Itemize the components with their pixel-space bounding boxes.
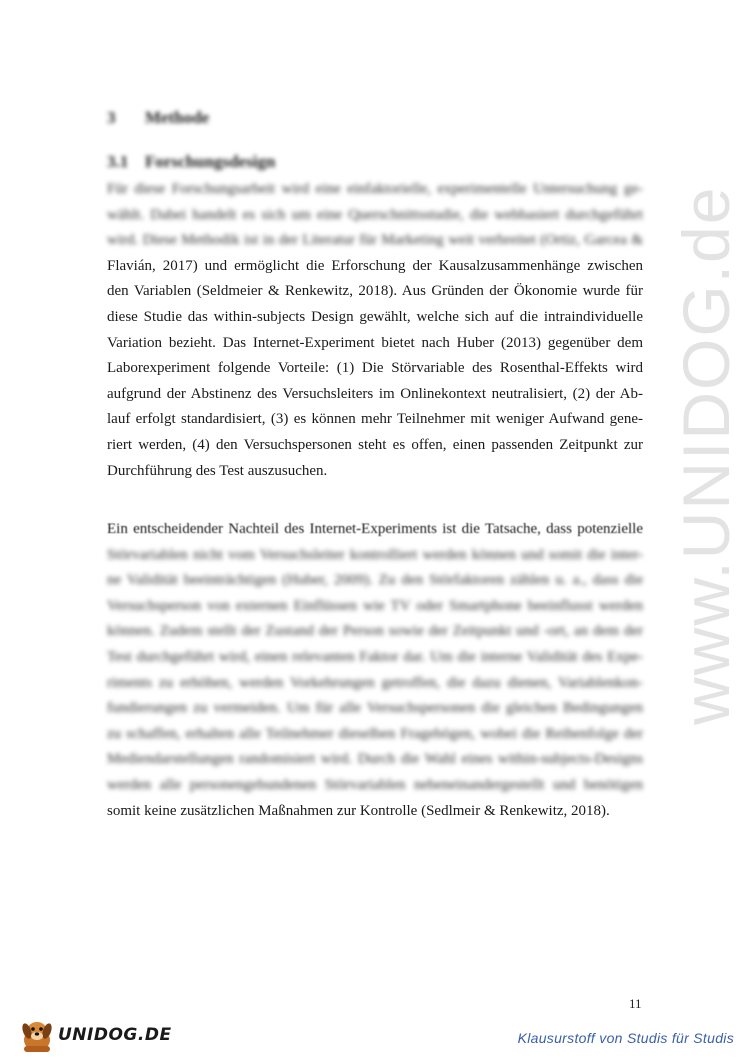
text-line: riert werden, (4) den Versuchspersonen steht es offen, einen passenden Zeitpunkt zur: [107, 436, 643, 453]
text-line: aufgrund der Abstinenz des Versuchsleiters im Onlinekontext neutralisiert, (2) der Ab-: [107, 385, 643, 402]
subsection-title: Forschungsdesign: [145, 152, 276, 171]
text-line-blurred: ne Validität beeinträchtigen (Huber, 2009). Zu den Störfaktoren zählen u. a., dass die: [107, 572, 643, 589]
text-line-blurred: zu schaffen, erhalten alle Teilnehmer dieselben Fragebögen, wobei die Reihenfolge der: [107, 725, 643, 742]
text-line: den Variablen (Seldmeier & Renkewitz, 2018). Aus Gründen der Ökonomie wurde für: [107, 283, 643, 300]
unidog-logo: [18, 1016, 172, 1054]
text-line-blurred: werden alle personengebundenen Störvariablen nebeneinandergestellt und benötigen: [107, 776, 643, 793]
text-line-blurred: Versuchsperson von externen Einflüssen wie TV oder Smartphone beeinflusst werden: [107, 597, 643, 614]
text-line: Ein entscheidender Nachteil des Internet-Experiments ist die Tatsache, dass potenzielle: [107, 521, 643, 537]
text-line: lauf erfolgt standardisiert, (3) es können mehr Teilnehmer mit weniger Aufwand gene-: [107, 411, 643, 428]
paragraph-internet-experiment: [107, 517, 643, 824]
text-line: Variation bezieht. Das Internet-Experiment bietet nach Huber (2013) gegenüber dem: [107, 334, 643, 351]
text-line-last: somit keine zusätzlichen Maßnahmen zur Kontrolle (Sedlmeir & Renkewitz, 2018).: [107, 802, 610, 819]
subsection-number: 3.1: [107, 152, 129, 171]
dog-mascot-icon: [18, 1016, 56, 1054]
text-line: Flavián, 2017) und ermöglicht die Erforschung der Kausalzusammenhänge zwischen: [107, 257, 643, 274]
text-line-blurred: fundierungen zu vermeiden. Um für alle Versuchspersonen die gleichen Bedingungen: [107, 700, 643, 717]
logo-text: UNIDOG.DE: [58, 1025, 172, 1045]
text-line-blurred: wird. Diese Methodik ist in der Literatur für Marketing weit verbreitet (Ortiz, Garcea &: [107, 232, 643, 249]
watermark: www.UNIDOG.de: [669, 185, 743, 725]
footer-tagline: Klausurstoff von Studis für Studis: [517, 1030, 734, 1046]
section-title: Methode: [145, 108, 210, 127]
text-line-blurred: Störvariablen nicht vom Versuchsleiter kontrolliert werden können und somit die inter-: [107, 546, 643, 563]
page-number: 11: [629, 996, 642, 1011]
text-line-blurred: wählt. Dabei handelt es sich um eine Querschnittsstudie, die webbasiert durchgeführt: [107, 206, 643, 223]
text-line: Laborexperiment folgende Vorteile: (1) Die Störvariable des Rosenthal-Effekts wird: [107, 360, 643, 377]
text-line-blurred: Test durchgeführt wird, einen relevanten Faktor dar. Um die interne Validität des Expe-: [107, 648, 643, 665]
text-line-last: Durchführung des Test auszusuchen.: [107, 462, 328, 479]
subsection-heading-design: [107, 152, 275, 172]
paragraph-research-design: [107, 177, 643, 484]
text-line-blurred: können. Zudem stellt der Zustand der Person sowie der Zeitpunkt und -ort, an dem der: [107, 623, 643, 640]
section-number: 3: [107, 108, 116, 127]
text-line-blurred: Für diese Forschungsarbeit wird eine einfaktorielle, experimentelle Untersuchung ge-: [107, 181, 643, 197]
section-heading-method: [107, 108, 209, 128]
text-line: diese Studie das within-subjects Design gewählt, welche sich auf die intraindividuelle: [107, 308, 643, 325]
text-line-blurred: Mediendarstellungen randomisiert wird. Durch die Wahl eines within-subjects-Designs: [107, 751, 643, 768]
text-line-blurred: riments zu erhöhen, werden Vorkehrungen getroffen, die dazu dienen, Variablenkon-: [107, 674, 643, 691]
